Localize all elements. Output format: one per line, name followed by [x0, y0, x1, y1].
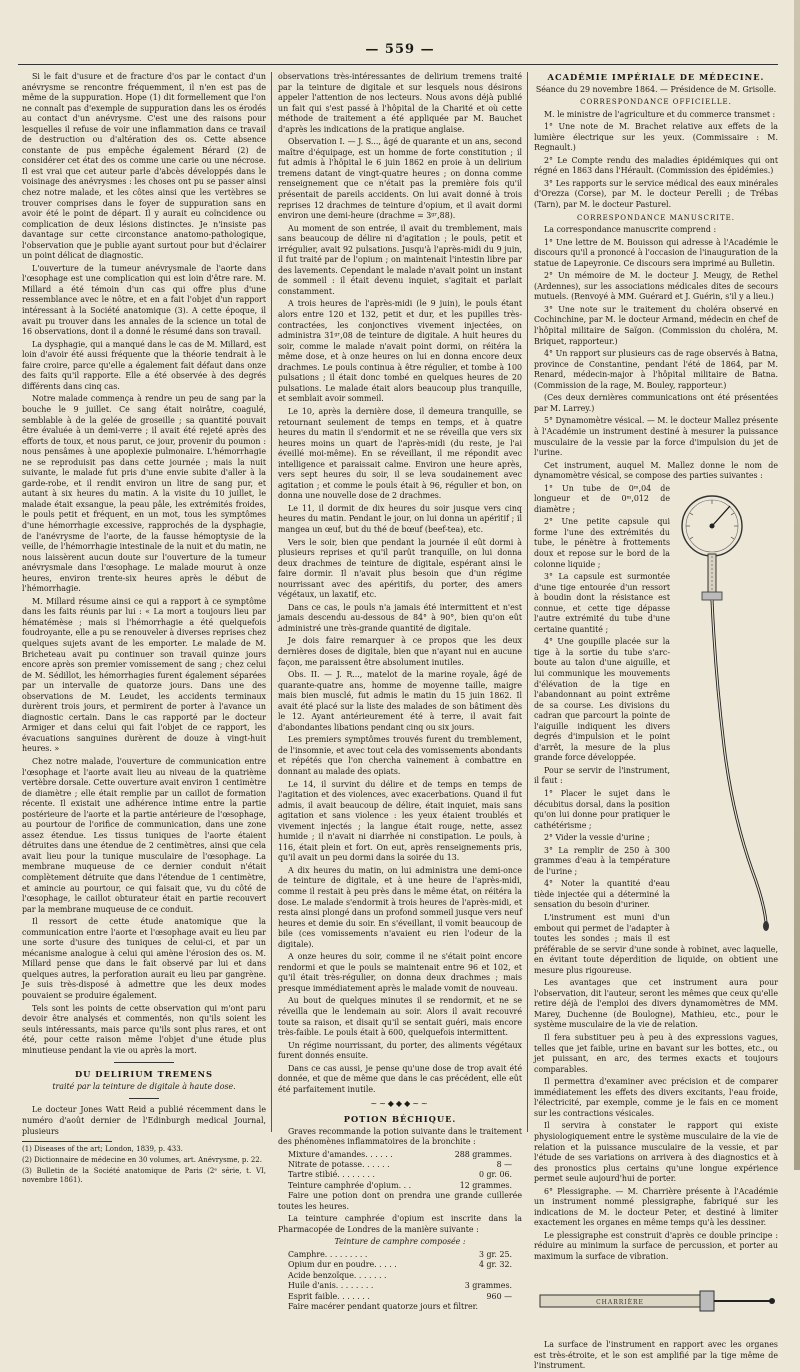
col2-paragraph: Les premiers symptômes trouvés furent du tremblement, de l'insomnie, et avec tout cela des vomissements abondants et répétés que l'on chercha vainement à combattre en donnant au malade des opiats.: [278, 735, 522, 776]
recipe-item: [278, 1260, 522, 1270]
section-title: DU DELIRIUM TREMENS: [74, 1069, 214, 1080]
column-1: [22, 72, 266, 1185]
col3-paragraph: 6° Plessigraphe. — M. Charrière présente à l'Académie un instrument nommé plessigraphe, fabriqué sur les indications de M. le docteur Peter, et destiné à limiter exactement les organes en même temps qu'à les dessiner.: [534, 1186, 778, 1228]
col3-paragraph: 2° Un mémoire de M. le docteur J. Meugy, de Rethel (Ardennes), sur les associations médicales dites de secours mutuels. (Renvoyé à MM. Guérard et J. Guérin, s'il y a lieu.): [534, 271, 778, 302]
potion-item-name: Mixture d'amandes. . . . . .: [288, 1149, 393, 1159]
potion-item: [278, 1160, 522, 1170]
recipe-item-qty: 3 grammes.: [464, 1281, 512, 1291]
potion-item-name: Nitrate de potasse. . . . . .: [288, 1160, 390, 1169]
col3-paragraph: (Ces deux dernières communications ont été présentées par M. Larrey.): [534, 393, 778, 413]
recipe-item-qty: 4 gr. 32.: [478, 1260, 512, 1270]
col3-paragraph: La correspondance manuscrite comprend :: [544, 225, 717, 235]
potion-item-qty: 12 grammes.: [459, 1180, 512, 1190]
session-line: Séance du 29 novembre 1864. — Présidence de M. Grisolle.: [535, 84, 777, 94]
potion-after-2: La teinture camphrée d'opium est inscrite dans la Pharmacopée de Londres de la manière suivante :: [278, 1214, 522, 1234]
col1-paragraph: M. Millard résume ainsi ce qui a rapport à ce symptôme dans les faits réunis par lui : « La mort a toujours lieu par hématémèse ; mais si l'hémorrhagie a été quelquefois foudroyante, elle a pu se renouveler à diverses reprises chez quelques sujets avant de les emporter. Le malade de M. Bricheteau avait pu continuer son travail quinze jours encore après son premier vomissement de sang ; chez celui de M. Sédillot, les hémorrhagies furent également séparées par un intervalle de quatorze jours. Dans une des observations de M. Leudet, les accidents terminaux durèrent trois jours, et permirent de porter à l'avance un diagnostic certain. Dans le cas rapporté par le docteur Armiger et dans celui qui fait l'objet de ce rapport, les évacuations sanguines durèrent de douze à vingt-huit heures. »: [22, 596, 266, 754]
official-correspondence-heading: CORRESPONDANCE OFFICIELLE.: [580, 98, 732, 107]
potion-item: [278, 1181, 522, 1191]
column-2: [278, 72, 522, 1311]
footnote: (1) Diseases of the art; London, 1839, p. 433.: [22, 1145, 183, 1154]
section-separator: [129, 1098, 159, 1099]
column-divider: [527, 72, 528, 1132]
potion-item-name: Teinture camphrée d'opium. . .: [288, 1180, 412, 1190]
recipe-item-name: Esprit faible. . . . . . .: [288, 1291, 370, 1301]
col3-paragraph: Le plessigraphe est construit d'après ce double principe : réduire au minimum la surface de percussion, et porter au maximum la surface de vibration.: [534, 1230, 778, 1261]
footnote-rule: [22, 1141, 112, 1142]
potion-title: POTION BÉCHIQUE.: [343, 1113, 457, 1124]
recipe-item: [278, 1250, 522, 1260]
col3-paragraph: Il permettra d'examiner avec précision et de comparer immédiatement les effets des divers excitants, l'eau froide, l'électricité, par exemple, comme je le fais en ce moment sur les contractions vésicales.: [534, 1077, 778, 1118]
recipe-list: [278, 1250, 522, 1302]
col3-paragraph: 3° Une note sur le traitement du choléra observé en Cochinchine, par M. le docteur Armand, médecin en chef de l'hôpital militaire de Saïgon. (Commission du choléra, M. Briquet, rapporteur.): [534, 304, 778, 346]
col3-paragraph: Il fera substituer peu à peu à des expressions vagues, telles que jet faible, urine en bavant sur les bottes, etc., ou jet puissant, en arc, des termes exacts et toujours comparables.: [534, 1033, 778, 1074]
potion-item-qty: 8 —: [496, 1160, 512, 1169]
col3-paragraph: La surface de l'instrument en rapport avec les organes est très-étroite, et le son est amplifié par la tige même de l'instrument.: [534, 1340, 778, 1371]
col3-paragraph: Cet instrument, auquel M. Mallez donne le nom de dynamomètre vésical, se compose des parties suivantes :: [534, 460, 778, 481]
recipe-item-name: Camphre. . . . . . . . .: [288, 1249, 368, 1259]
col1-paragraph: Chez notre malade, l'ouverture de communication entre l'œsophage et l'aorte avait lieu au niveau de la quatrième vertèbre dorsale. Cette ouverture avait environ 1 centimètre de diamètre ; elle était remplie par un caillot de formation récente. Il existait une adhérence intime entre la partie postérieure de l'aorte et la partie antérieure de l'œsophage, au pourtour de l'orifice de communication, dans une zone assez étendue. Les tissus tuniques de l'aorte étaient détruites dans une étendue de 2 centimètres, ainsi que cela avait lieu pour la tunique musculaire de l'œsophage. La membrane muqueuse de ce dernier conduit n'était complètement détruite que dans l'étendue de 1 centimètre, et amincie au pourtour, ce qui faisait que, vu du côté de l'œsophage, le caillot obturateur était en partie recouvert par la membrane muqueuse de ce conduit.: [22, 757, 266, 914]
potion-item-qty: 288 grammes.: [454, 1149, 512, 1159]
col2-paragraph: Dans ce cas, le pouls n'a jamais été intermittent et n'est jamais descendu au-dessous de 84° à 90°, bien qu'on eût administré une très-grande quantité de digitale.: [278, 602, 522, 633]
column-3: [534, 72, 778, 1371]
col3-paragraph: 1° Un tube de 0ᵐ,04 de longueur et de 0ᵐ,012 de diamètre ;: [534, 483, 670, 514]
col3-paragraph: Les avantages que cet instrument aura pour l'observation, dit l'auteur, seront les mêmes que ceux qu'elle retire déjà de l'emploi des divers dynamomètres de MM. Marey, Duchenne (de Boulogne), Mathieu, etc., pour le système musculaire de la vie de relation.: [534, 978, 778, 1030]
col3-paragraph: 3° La capsule est surmontée d'une tige entourée d'un ressort à boudin dont la résistance est connue, et cette tige dépasse l'autre extrémité du tube d'une certaine quantité ;: [534, 572, 670, 634]
col3-paragraph: M. le ministre de l'agriculture et du commerce transmet :: [544, 109, 776, 119]
potion-after: Faire une potion dont on prendra une grande cuillerée toutes les heures.: [278, 1191, 522, 1211]
recipe-item-qty: 3 gr. 25.: [478, 1249, 512, 1259]
col3-paragraph: 4° Une goupille placée sur la tige à la sortie du tube s'arc-boute au talon d'une aiguille, et lui communique les mouvements d'élévation de la tige en l'abandonnant au point extrême de sa course. Les divisions du cadran que parcourt la pointe de l'aiguille indiquent les divers degrés d'impulsion et le point d'arrêt, la mesure de la plus grande force développée.: [534, 637, 670, 763]
section-subtitle: traité par la teinture de digitale à haute dose.: [52, 1081, 236, 1091]
recipe-item: [278, 1292, 522, 1302]
recipe-item-name: Opium dur en poudre. . . . .: [288, 1260, 397, 1270]
col3-paragraph: 2° Une petite capsule qui forme l'une des extrémités du tube, le pénètre à frottements doux et repose sur le bord de la colonne liquide ;: [534, 517, 670, 569]
col2-paragraph: Le 10, après la dernière dose, il demeura tranquille, se retournant seulement de temps en temps, et à quatre heures du matin il s'endormit et ne se réveilla que vers six heures moins un quart de l'après-midi (du reste, je l'ai éveillé moi-même). En se réveillant, il me répondit avec intelligence et paraissait calme. Environ une heure après, vers sept heures du soir, il se leva soudainement avec agitation ; et comme le pouls était à 96, régulier et bon, on donna une nouvelle dose de 2 drachmes.: [278, 406, 522, 501]
potion-item: [278, 1150, 522, 1160]
col3-paragraph: 1° Placer le sujet dans le décubitus dorsal, dans la position qu'on lui donne pour pratiquer le cathétérisme ;: [534, 789, 670, 830]
recipe-item: [278, 1271, 522, 1281]
potion-item-qty: 0 gr. 06.: [478, 1170, 512, 1180]
col3-paragraph: 4° Un rapport sur plusieurs cas de rage observés à Batna, province de Constantine, pendant l'été de 1864, par M. Renard, médecin-major à l'hôpital militaire de Batna. (Commission de la rage, M. Bouley, rapporteur.): [534, 349, 778, 390]
potion-intro: Graves recommande la potion suivante dans le traitement des phénomènes inflammatoires de la bronchite :: [278, 1126, 522, 1147]
manuscript-correspondence-heading: CORRESPONDANCE MANUSCRITE.: [576, 213, 736, 222]
col2-paragraph: A onze heures du soir, comme il ne s'était point encore rendormi et que le pouls se maintenait entre 96 et 102, et qu'il était très-régulier, on donna deux drachmes ; mais presque immédiatement après le malade vomit de nouveau.: [278, 952, 522, 993]
col3-paragraph: 2° Le Compte rendu des maladies épidémiques qui ont régné en 1863 dans l'Hérault. (Commission des épidémies.): [534, 155, 778, 176]
col3-paragraph: 4° Noter la quantité d'eau tiède injectée qui a déterminé la sensation du besoin d'uriner.: [534, 879, 670, 910]
footnote: (3) Bulletin de la Société anatomique de Paris (2ᵉ série, t. VI, novembre 1861).: [22, 1167, 266, 1185]
page-header: [0, 38, 800, 57]
col2-paragraph: Un régime nourrissant, du porter, des aliments végétaux furent donnés ensuite.: [278, 1040, 522, 1061]
col2-paragraph: Dans ce cas aussi, je pense qu'une dose de trop avait été donnée, et que de même que dans le cas précédent, elle eût été parfaitement inutile.: [278, 1063, 522, 1094]
col3-paragraph: 1° Une lettre de M. Bouisson qui adresse à l'Académie le discours qu'il a prononcé à l'occasion de l'inauguration de la statue de Lapeyronie. Ce discours sera imprimé au Bulletin.: [534, 237, 778, 268]
col3-paragraph: 3° La remplir de 250 à 300 grammes d'eau à la température de l'urine ;: [534, 845, 670, 876]
col2-paragraph: Vers le soir, bien que pendant la journée il eût dormi à plusieurs reprises et qu'il parût tranquille, on lui donna deux drachmes de teinture de digitale, espérant ainsi le faire dormir. Il n'avait plus besoin que d'un régime nourrissant avec des apéritifs, du porter, des amers végétaux, un laxatif, etc.: [278, 537, 522, 600]
col2-paragraph: A dix heures du matin, on lui administra une demi-once de teinture de digitale, et à une heure de l'après-midi, comme il restait à peu près dans le même état, on réitéra la dose. Le malade s'endormit à trois heures de l'après-midi, et resta ainsi plongé dans un profond sommeil jusque vers neuf heures et demie du soir. En s'éveillant, il vomit beaucoup de bile (ces vomissements n'avaient eu rien l'odeur de la digitale).: [278, 865, 522, 949]
footnote: (2) Dictionnaire de médecine en 30 volumes, art. Anévrysme, p. 22.: [22, 1156, 262, 1165]
potion-item-name: Tartre stibié. . . . . . . .: [288, 1170, 375, 1180]
header-rule: [18, 64, 778, 65]
col3-paragraph: Pour se servir de l'instrument, il faut :: [534, 765, 670, 786]
instrument-maker-label: CHARRIÈRE: [596, 1298, 644, 1306]
col1-paragraph: Il ressort de cette étude anatomique que la communication entre l'aorte et l'œsophage avait eu lieu par une sorte d'usure des tuniques de celui-ci, et par un mécanisme analogue à celui qui amène l'érosion des os. M. Millard pense que dans le fait observé par lui et dans quelques autres, la perforation aurait eu lieu par gangrène. Je suis très-disposé à admettre que les deux modes pouvaient se produire également.: [22, 917, 266, 1001]
recipe-item-name: Huile d'anis. . . . . . . .: [288, 1281, 374, 1291]
col2-paragraph: Observation I. — J. S..., âgé de quarante et un ans, second maître d'équipage, est un homme de forte constitution ; il fut admis à l'hôpital le 6 juin 1862 en proie à un delirium tremens datant de vingt-quatre heures ; on donna comme renseignement que ce n'était pas la première fois qu'il présentait de pareils accidents. On lui avait donné à trois reprises 12 drachmes de teinture d'opium, et il avait dormi environ une demi-heure (drachme = 3ᵍʳ,88).: [278, 137, 522, 221]
col2-paragraph: Au bout de quelques minutes il se rendormit, et ne se réveilla que le lendemain au soir. Alors il avait recouvré toute sa raison, et disait qu'il se sentait guéri, mais encore très-faible. Le pouls était à 600, quelquefois intermittent.: [278, 996, 522, 1038]
col2-paragraph: Obs. II. — J. R..., matelot de la marine royale, âgé de quarante-quatre ans, homme de moyenne taille, maigre mais bien musclé, fut admis le matin du 15 juin 1862. Il avait été placé sur la liste des malades de son bâtiment dès le 12. Ayant antérieurement été à terre, il avait fait d'abondantes libations pendant cinq ou six jours.: [278, 670, 522, 732]
section-separator: [114, 1062, 174, 1063]
col3-paragraph: 5° Dynamomètre vésical. — M. le docteur Mallez présente à l'Académie un instrument destiné à mesurer la puissance musculaire de la vessie par la force d'impulsion du jet de l'urine.: [534, 416, 778, 458]
col2-paragraph: Le 11, il dormit de dix heures du soir jusque vers cinq heures du matin. Pendant le jour, on lui donna un apéritif ; il mangea un œuf, but du thé de bœuf (beef-tea), etc.: [278, 503, 522, 534]
col2-paragraph: Au moment de son entrée, il avait du tremblement, mais sans beaucoup de délire ni d'agitation ; le pouls, petit et irrégulier, avait 92 pulsations. Jusqu'à l'après-midi du 9 juin, il fut traité par de l'opium ; on maintenait l'intestin libre par des lavements. Cependant le malade n'avait point un instant de sommeil : il était devenu inquiet, s'agitait et parlait constamment.: [278, 223, 522, 296]
col1-paragraph: Si le fait d'usure et de fracture d'os par le contact d'un anévrysme se rencontre fréquemment, il n'en est pas de même de la suppuration. Hope (1) dit formellement que l'on ne connaît pas d'exemple de suppuration dans les os érodés au contact d'un anévrysme. C'est une des raisons pour lesquelles il refuse de voir une inflammation dans ce travail de destruction ou d'altération des os. Cette absence constante de pus empêche également Bérard (2) de considérer cet état des os comme une carie ou une nécrose. Il est vrai que cet auteur parle d'abcès développés dans le voisinage des anévrysmes : les choses ont pu se passer ainsi chez notre malade, et les côtes ainsi que les vertèbres se trouver comprises dans le foyer de suppuration sans en avoir été le point de départ. Il y aurait eu coïncidence ou complication de deux lésions distinctes. Je n'insiste pas davantage sur cette circonstance anatomo-pathologique, l'observation que je publie ayant surtout pour but d'éclairer un point délicat de diagnostic.: [22, 72, 266, 261]
recipe-item: [278, 1281, 522, 1291]
col1-paragraph: Notre malade commença à rendre un peu de sang par la bouche le 9 juillet. Ce sang était noirâtre, coagulé, semblable à de la gelée de groseille ; sa quantité pouvait être évaluée à un demi-verre ; il avait été rejeté après des efforts de toux, et nous parut, ce jour, provenir du poumon : nous pensâmes à une apoplexie pulmonaire. L'hémorrhagie ne se reproduisit pas dans cette journée ; mais la nuit suivante, le malade fut pris d'une envie subite d'aller à la garde-robe, et il rendit environ un litre de sang pur, et autant à six heures du matin. A la visite du 10 juillet, le malade était exsangue, la peau pâle, les extrémités froides, le pouls petit et fréquent, en un mot, tous les symptômes d'une hémorrhagie excessive, rapprochés de la dysphagie, de l'anévrysme de l'aorte, de la fausse hémoptysie de la veille, de l'hémorrhagie intestinale de la nuit et du matin, ne nous laissèrent aucun doute sur l'ouverture de la tumeur anévrysmale dans l'œsophage. Le malade mourut à onze heures, environ trente-six heures après le début de l'hémorrhagie.: [22, 394, 266, 594]
recipe-after: Faire macérer pendant quatorze jours et filtrer.: [288, 1301, 479, 1311]
col2-paragraph: observations très-intéressantes de delirium tremens traité par la teinture de digitale et sur lesquels nous désirons appeler l'attention de nos lecteurs. Nous avons déjà publié un fait qui s'est passé à l'hôpital de la Charité et où cette méthode de traitement a été appliquée par M. Bauchet d'après les indications de la pratique anglaise.: [278, 72, 522, 134]
col3-paragraph: 1° Une note de M. Brachet relative aux effets de la lumière électrique sur les yeux. (Commissaire : M. Regnault.): [534, 122, 778, 153]
recipe-item-qty: 960 —: [486, 1291, 512, 1301]
page-edge: [794, 0, 800, 1170]
col1-paragraph: La dysphagie, qui a manqué dans le cas de M. Millard, est loin d'avoir été aussi fréquente que la théorie tendrait à le faire croire, parce qu'elle a également fait défaut dans onze des faits qu'il rapporte. Elle a été observée à des degrés différents dans cinq cas.: [22, 339, 266, 391]
col1-paragraph: L'ouverture de la tumeur anévrysmale de l'aorte dans l'œsophage est une complication qui est loin d'être rare. M. Millard a été témoin d'un cas qui offre plus d'une ressemblance avec le nôtre, et en a fait l'objet d'un rapport intéressant à la Société anatomique (3). A cette époque, il avait pu trouver dans les annales de la science un total de 16 observations, dont il a donné le résumé dans son travail.: [22, 263, 266, 337]
col2-paragraph: A trois heures de l'après-midi (le 9 juin), le pouls étant alors entre 120 et 132, petit et dur, et les pupilles très-contractées, les conjonctives vivement injectées, on administra 31ᵍʳ,08 de teinture de digitale. A huit heures du soir, comme le malade n'avait point dormi, on réitéra la même dose, et à onze heures on lui en donna encore deux drachmes. Le pouls continua à être régulier, et tombe à 100 pulsations ; il était donc tombé en quelques heures de 20 pulsations. Le malade était alors beaucoup plus tranquille, et semblait avoir sommeil.: [278, 299, 522, 404]
col3-paragraph: Il servira à constater le rapport qui existe physiologiquement entre le système musculaire de la vie de relation et la puissance musculaire de la vessie, et par l'étude de ses variations on arrivera à des diagnostics et à des pronostics plus certains qu'une longue expérience permet seule aujourd'hui de porter.: [534, 1121, 778, 1184]
col1-paragraph: Tels sont les points de cette observation qui m'ont paru devoir être analysés et commentés, non qu'ils soient les seuls intéressants, mais parce qu'ils sont plus rares, et ont été, pour cette raison même l'objet d'une étude plus minutieuse pendant la vie ou après la mort.: [22, 1003, 266, 1055]
column-divider: [271, 72, 272, 1132]
section-paragraph: Le docteur Jones Watt Reid a publié récemment dans le numéro d'août dernier de l'Edinburgh medical Journal, plusieurs: [22, 1105, 266, 1136]
col3-paragraph: 3° Les rapports sur le service médical des eaux minérales d'Orezza (Corse), par M. le docteur Perelli ; de Trébas (Tarn), par M. le docteur Pasturel.: [534, 178, 778, 210]
recipe-item-name: Acide benzoïque. . . . . . .: [288, 1270, 387, 1280]
potion-list: [278, 1150, 522, 1192]
col2-paragraph: Je dois faire remarquer à ce propos que les deux dernières doses de digitale, bien que n'ayant nui en aucune façon, me paraissent être absolument inutiles.: [278, 636, 522, 667]
potion-item: [278, 1170, 522, 1180]
academy-title: ACADÉMIE IMPÉRIALE DE MÉDECINE.: [547, 72, 765, 82]
dynamometer-figure: [674, 486, 778, 938]
col3-paragraph: L'instrument est muni d'un embout qui permet de l'adapter à toutes les sondes ; mais il est préférable de se servir d'une sonde à robinet, avec laquelle, en évitant toute déperdition de liquide, on obtient une mesure plus rigoureuse.: [534, 913, 778, 975]
col2-paragraph: Le 14, il survint du délire et de temps en temps de l'agitation et des violences, avec exacerbations. Quand il fut admis, il avait beaucoup de délire, était inquiet, mais sans agitation et sans violence : les yeux étaient troublés et vivement injectés ; la langue était rouge, nette, assez humide ; il n'avait ni diarrhée ni constipation. Le pouls, à 116, était plein et fort. On eut, après renseignements pris, qu'il avait un peu dormi dans la soirée du 13.: [278, 779, 522, 863]
col3-paragraph: 2° Vider la vessie d'urine ;: [544, 833, 650, 843]
ornament-divider: ~~◆◆◆~~: [370, 1099, 430, 1109]
plessigraph-figure: [534, 1269, 778, 1333]
page-number: — 559 —: [365, 42, 435, 57]
recipe-title: Teinture de camphre composée :: [334, 1237, 466, 1247]
